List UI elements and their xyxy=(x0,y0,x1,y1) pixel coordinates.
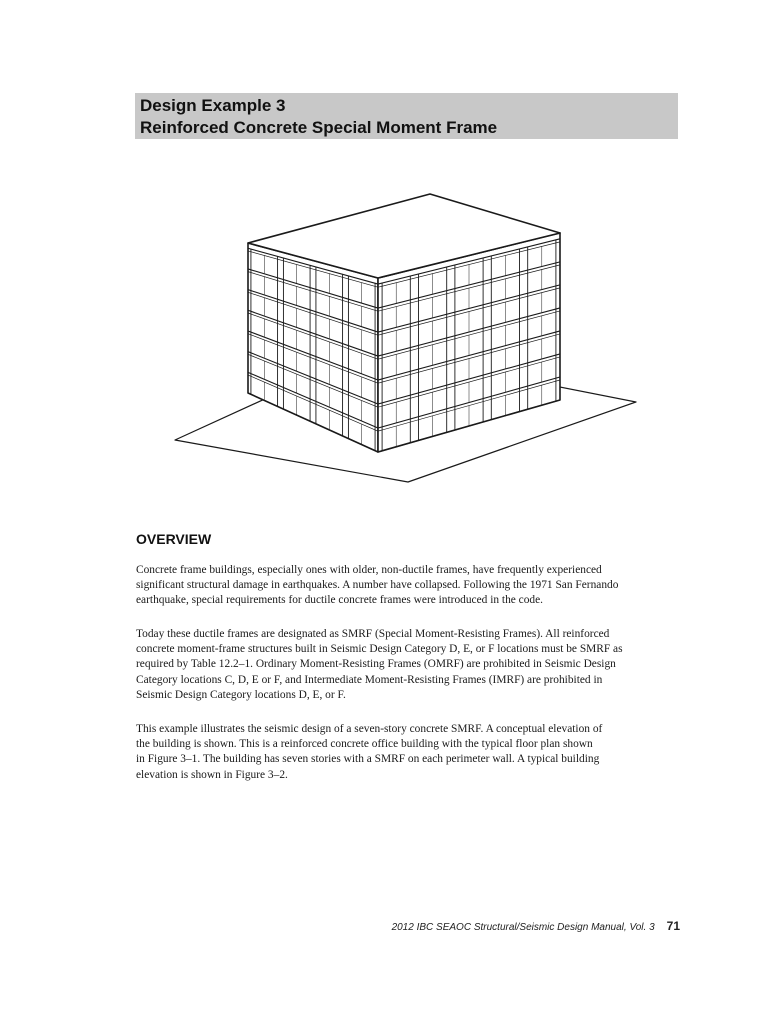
document-title: Reinforced Concrete Special Moment Frame xyxy=(140,118,498,137)
text-line: concrete moment-frame structures built in Seismic Design Category D, E, or F locations must be SMRF as xyxy=(136,643,623,656)
page-footer xyxy=(300,919,680,933)
paragraph-2 xyxy=(136,627,656,703)
design-example-label: Design Example 3 xyxy=(140,96,286,115)
text-line: required by Table 12.2–1. Ordinary Moment-Resisting Frames (OMRF) are prohibited in Seismic Design xyxy=(136,658,616,671)
section-heading: OVERVIEW xyxy=(136,531,212,547)
paragraph-1 xyxy=(136,563,656,609)
text-line: Category locations C, D, E or F, and Intermediate Moment-Resisting Frames (IMRF) are prohibited in xyxy=(136,673,603,686)
text-line: Seismic Design Category locations D, E, or F. xyxy=(136,688,346,701)
text-line: Concrete frame buildings, especially ones with older, non-ductile frames, have frequently experienced xyxy=(136,564,602,576)
paragraph-3 xyxy=(136,722,656,783)
text-line: in Figure 3–1. The building has seven stories with a SMRF on each perimeter wall. A typical building xyxy=(136,753,600,766)
building-illustration xyxy=(160,185,650,490)
page-number: 71 xyxy=(666,919,680,933)
text-line: Today these ductile frames are designated as SMRF (Special Moment-Resisting Frames). All reinforced xyxy=(136,628,610,640)
manual-reference: 2012 IBC SEAOC Structural/Seismic Design Manual, Vol. 3 xyxy=(391,922,655,933)
text-line: This example illustrates the seismic design of a seven-story concrete SMRF. A conceptual elevation of xyxy=(136,723,603,735)
text-line: earthquake, special requirements for ductile concrete frames were introduced in the code. xyxy=(136,594,544,607)
title-banner xyxy=(135,93,678,139)
text-line: significant structural damage in earthquakes. A number have collapsed. Following the 1971 San Fernando xyxy=(136,579,619,592)
text-line: the building is shown. This is a reinforced concrete office building with the typical floor plan shown xyxy=(136,738,593,751)
text-line: elevation is shown in Figure 3–2. xyxy=(136,768,288,781)
